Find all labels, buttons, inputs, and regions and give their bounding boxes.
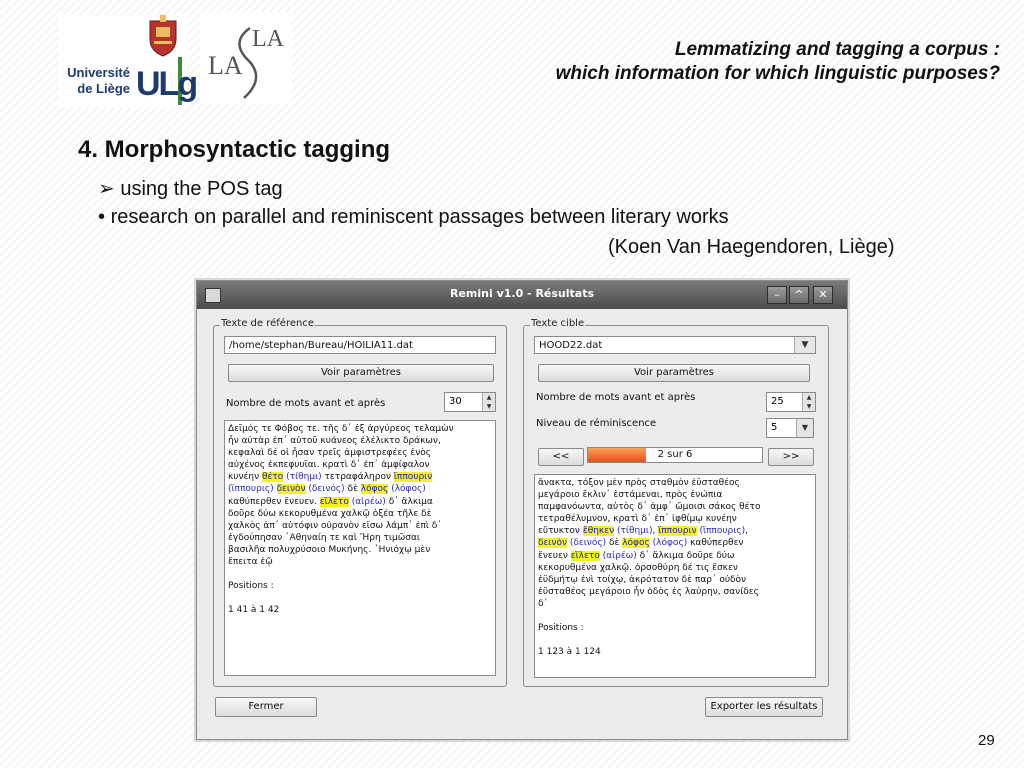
reference-text-area[interactable]: Δεῖμός τε Φόβος τε. τῆς δ᾽ ἐξ ἀργύρεος τελαμὼν ἦν αὐτὰρ ἐπ᾽ αὐτοῦ κυάνεος ἐλέλικτο δράκων, κεφαλαὶ δέ οἱ ἦσαν τρεῖς ἀμφιστρεφέες ἑνὸς αὐχένος ἐκπεφυυῖαι. κρατὶ δ᾽ ἐπ᾽ ἀμφίφαλον κυνέην θέτο (τίθημι) τετραφάληρον ἵππουριν (ἵππουρις) δεινὸν (δεινός) δὲ λόφος (λόφος) καθύπερθεν ἔνευεν. εἵλετο (αἱρέω) δ᾽ ἄλκιμα δοῦρε δύω κεκορυθμένα χαλκῷ ὀξέα τῆλε δὲ χαλκὸς ἀπ᾽ αὐτόφιν οὐρανὸν εἴσω λάμπ᾽ ἐπὶ δ᾽ ἐγδούπησαν ᾿Αθηναίη τε καὶ Ἥρη τιμῶσαι βασιλῆα πολυχρύσοιο Μυκήνης. ᾿Ηνιόχῳ μὲν ἔπειτα ἐῷ Positions : 1 41 à 1 42 — [224, 420, 496, 676]
bullet-pos-tag-text: using the POS tag — [120, 178, 283, 200]
spinner-arrows-icon[interactable]: ▲ ▼ — [482, 393, 495, 411]
lasla-logo — [200, 12, 292, 104]
target-text-panel — [523, 318, 829, 687]
close-button[interactable]: Fermer — [215, 697, 317, 717]
left-words-label: Nombre de mots avant et après — [226, 398, 386, 409]
export-results-button[interactable]: Exporter les résultats — [705, 697, 823, 717]
page-number: 29 — [978, 732, 995, 749]
slide-title-line1: Lemmatizing and tagging a corpus : — [674, 39, 1000, 60]
right-positions-label: Positions : — [538, 623, 584, 634]
previous-result-button[interactable]: << — [538, 448, 584, 466]
window-titlebar[interactable] — [197, 281, 847, 309]
ulg-name-line1: Université — [67, 65, 130, 80]
next-result-button[interactable]: >> — [768, 448, 814, 466]
ulg-name-line2: de Liège — [77, 81, 130, 96]
arrow-bullet-icon: ➢ — [98, 178, 115, 200]
bullet-research — [98, 206, 729, 229]
reference-text-panel — [213, 318, 507, 687]
ulg-name — [60, 65, 130, 97]
slide-title — [400, 38, 1000, 86]
result-progress-bar — [587, 447, 763, 463]
window-title: Remini v1.0 - Résultats — [449, 287, 595, 300]
svg-text:LA: LA — [252, 26, 284, 52]
reminiscence-select[interactable] — [766, 418, 814, 438]
slide-title-line2: which information for which linguistic purposes? — [555, 63, 1000, 84]
left-positions-value: 1 41 à 1 42 — [228, 605, 280, 616]
left-words-value: 30 — [449, 396, 462, 407]
target-file-value: HOOD22.dat — [539, 340, 603, 351]
right-words-value: 25 — [771, 396, 784, 407]
reference-text-legend: Texte de référence — [221, 318, 314, 329]
lasla-logo-icon — [200, 12, 292, 104]
right-positions-value: 1 123 à 1 124 — [538, 647, 601, 658]
spinner-arrows-icon[interactable]: ▲ ▼ — [802, 393, 815, 411]
chevron-down-icon[interactable]: ▼ — [794, 337, 815, 353]
target-text-area[interactable]: ἄνακτα, τόξον μὲν πρὸς σταθμὸν ἐϋσταθέος μεγάροιο ἔκλιν᾽ ἑστάμεναι, πρὸς ἐνώπια παμφανόωντα, αὐτὸς δ᾽ ἀμφ᾽ ὤμοισι σάκος θέτο τετραθέλυμνον, κρατὶ δ᾽ ἐπ᾽ ἰφθίμῳ κυνέην εὔτυκτον ἔθηκεν (τίθημι), ἵππουριν (ἵππουρις), δεινὸν (δεινός) δὲ λόφος (λόφος) καθύπερθεν ἔνευεν εἵλετο (αἱρέω) δ᾽ ἄλκιμα δοῦρε δύω κεκορυθμένα χαλκῷ. ὀρσοθύρη δέ τις ἔσκεν ἐϋδμήτῳ ἐνὶ τοίχῳ, ἀκρότατον δὲ παρ᾽ οὐδὸν ἐϋσταθέος μεγάροιο ἦν ὁδὸς ἐς λαύρην, σανίδες δ᾽ Positions : 1 123 à 1 124 — [534, 474, 816, 678]
left-positions-label: Positions : — [228, 581, 274, 592]
credit-line: (Koen Van Haegendoren, Liège) — [608, 236, 895, 258]
left-words-spinner[interactable] — [444, 392, 496, 412]
right-words-label: Nombre de mots avant et après — [536, 392, 696, 403]
target-text-legend: Texte cible — [531, 318, 585, 329]
reminiscence-label: Niveau de réminiscence — [536, 418, 657, 429]
ulg-mark: ULg — [136, 65, 197, 103]
dot-bullet-icon: • — [98, 206, 106, 228]
minimize-button[interactable]: – — [767, 286, 787, 304]
right-params-button[interactable]: Voir paramètres — [538, 364, 810, 382]
reference-file-field[interactable]: /home/stephan/Bureau/HOILIA11.dat — [224, 336, 496, 354]
ulg-crest-icon — [146, 15, 180, 57]
bullet-pos-tag — [98, 176, 283, 201]
ulg-logo — [58, 15, 197, 108]
close-window-button[interactable]: ✕ — [813, 286, 833, 304]
left-params-button[interactable]: Voir paramètres — [228, 364, 494, 382]
target-file-select[interactable] — [534, 336, 816, 354]
right-words-spinner[interactable] — [766, 392, 816, 412]
remini-window — [196, 280, 848, 740]
svg-text:LA: LA — [208, 51, 243, 80]
reminiscence-value: 5 — [771, 422, 778, 433]
progress-text: 2 sur 6 — [657, 449, 693, 460]
section-heading: 4. Morphosyntactic tagging — [78, 136, 391, 163]
maximize-button[interactable]: ^ — [789, 286, 809, 304]
bullet-research-text: research on parallel and reminiscent passages between literary works — [110, 206, 729, 228]
chevron-down-icon[interactable]: ▼ — [796, 419, 813, 437]
